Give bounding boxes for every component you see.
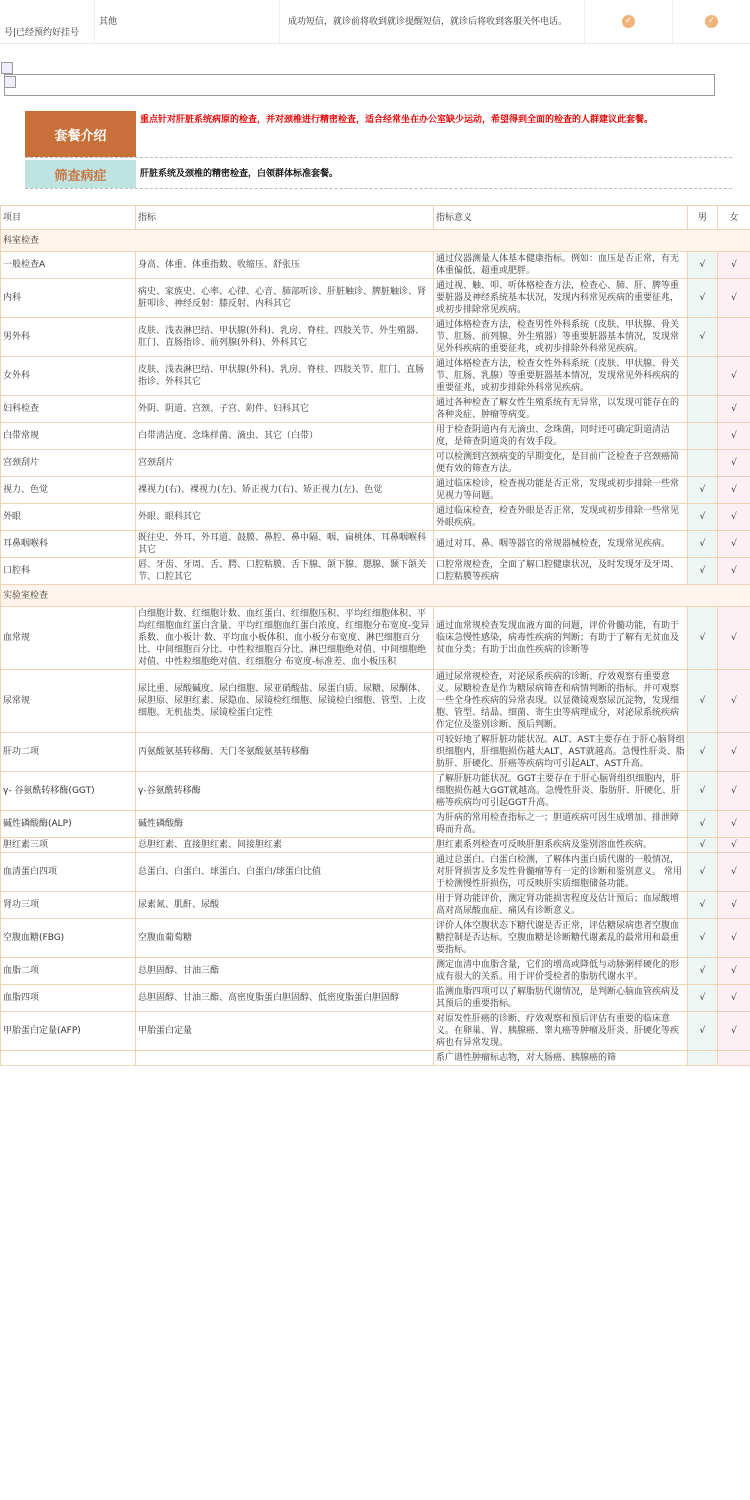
item-cell: 男外科	[1, 318, 136, 357]
table-row	[1, 252, 750, 279]
female-check-cell: √	[718, 1012, 750, 1051]
table-row	[1, 279, 750, 318]
male-check-cell: √	[688, 811, 718, 838]
index-cell: 尿素氮、肌酐、尿酸	[136, 892, 434, 919]
table-row	[1, 985, 750, 1012]
table-row	[1, 670, 750, 733]
index-cell: 空腹血葡萄糖	[136, 919, 434, 958]
table-row	[1, 853, 750, 892]
female-check-cell: √	[718, 919, 750, 958]
index-cell: 外眼、眼科其它	[136, 504, 434, 531]
female-check-cell: √	[718, 396, 750, 423]
female-check-cell: √	[718, 838, 750, 853]
female-check-cell: √	[718, 357, 750, 396]
male-check-cell: √	[688, 853, 718, 892]
index-cell	[136, 1051, 434, 1066]
female-check-cell: √	[718, 450, 750, 477]
col-header-index: 指标	[136, 206, 434, 230]
female-check-cell: √	[718, 504, 750, 531]
check-icon: ✓	[705, 15, 718, 28]
index-cell: 白带清洁度、念珠样菌、滴虫、其它（白带）	[136, 423, 434, 450]
index-cell: 总胆固醇、甘油三酯、高密度脂蛋白胆固醇、低密度脂蛋白胆固醇	[136, 985, 434, 1012]
package-intro-row	[25, 111, 732, 158]
broken-image-icon	[4, 76, 16, 88]
male-check-cell	[688, 423, 718, 450]
index-cell: 丙氨酸氨基转移酶、天门冬氨酸氨基转移酶	[136, 733, 434, 772]
male-check-cell: √	[688, 504, 718, 531]
female-check-cell: √	[718, 853, 750, 892]
male-check-cell: √	[688, 252, 718, 279]
table-row	[1, 1012, 750, 1051]
female-check-cell	[718, 1051, 750, 1066]
index-cell: 碱性磷酸酶	[136, 811, 434, 838]
male-check-cell: √	[688, 477, 718, 504]
item-cell: 空腹血糖(FBG)	[1, 919, 136, 958]
meaning-cell: 通过视、触、叩、听体格检查方法，检查心、肺、肝、脾等重要脏器及神经系统基本状况，发现内科常见疾病的重要征兆，或初步排除常见疾病。	[434, 279, 688, 318]
index-cell: 皮肤、浅表淋巴结、甲状腺(外科)、乳房、脊柱、四肢关节、肛门、直肠指诊、外科其它	[136, 357, 434, 396]
col-header-male: 男	[688, 206, 718, 230]
male-check-cell: √	[688, 985, 718, 1012]
table-row	[1, 531, 750, 558]
col-header-female: 女	[718, 206, 750, 230]
male-check-cell	[688, 396, 718, 423]
item-cell: 甲胎蛋白定量(AFP)	[1, 1012, 136, 1051]
meaning-cell: 通过血常规检查发现血液方面的问题，评价骨髓功能，有助于临床急慢性感染，病毒性疾病的判断；有助于了解有无贫血及贫血分类；有助于出血性疾病的诊断等	[434, 607, 688, 670]
item-cell: 女外科	[1, 357, 136, 396]
meaning-cell: 评价人体空腹状态下糖代谢是否正常，评估糖尿病患者空腹血糖控制是否达标。空腹血糖是诊断糖代谢紊乱的最常用和最重要指标。	[434, 919, 688, 958]
table-row	[1, 477, 750, 504]
male-check-cell: √	[688, 558, 718, 585]
meaning-cell: 通过临床检诊，检查视功能是否正常，发现或初步排除一些常见视力等问题。	[434, 477, 688, 504]
package-intro-text: 重点针对肝脏系统病原的检查，并对颈椎进行精密检查，适合经常坐在办公室缺少运动，希望得到全面的检查的人群建议此套餐。	[140, 115, 654, 125]
male-check-cell: √	[688, 279, 718, 318]
meaning-cell: 通过仪器测量人体基本健康指标。例如：血压是否正常，有无体重偏低、超重或肥胖。	[434, 252, 688, 279]
col-header-meaning: 指标意义	[434, 206, 688, 230]
male-check-cell: √	[688, 1012, 718, 1051]
index-cell: 唇、牙齿、牙周、舌、腭、口腔粘膜、舌下腺、颌下腺、腮腺、颞下颌关节、口腔其它	[136, 558, 434, 585]
index-cell: 裸视力(右)、裸视力(左)、矫正视力(右)、矫正视力(左)、色觉	[136, 477, 434, 504]
table-row	[1, 919, 750, 958]
male-check-cell	[688, 357, 718, 396]
female-check-cell: √	[718, 558, 750, 585]
meaning-cell: 用于检查阴道内有无滴虫、念珠菌，同时还可确定阴道清洁度，是筛查阴道炎的有效手段。	[434, 423, 688, 450]
section-row	[1, 230, 750, 252]
meaning-cell: 对原发性肝癌的诊断、疗效观察和预后评估有重要的临床意义。在卵巢、胃、胰腺癌、睾丸癌等肿瘤及肝炎、肝硬化等疾病也有异常发现。	[434, 1012, 688, 1051]
female-check-cell: √	[718, 985, 750, 1012]
meaning-cell: 用于肾功能评价，测定肾功能损害程度及估计预后；血尿酸增高对高尿酸血症、痛风有诊断意义。	[434, 892, 688, 919]
section-title: 科室检查	[1, 230, 750, 252]
table-row	[1, 733, 750, 772]
service-row-col2: 其他	[95, 0, 280, 43]
index-cell: 尿比重、尿酸碱度、尿白细胞、尿亚硝酸盐、尿蛋白质、尿糖、尿酮体、尿胆原、尿胆红素、尿隐血、尿镜检红细胞、尿镜检白细胞、管型、上皮细胞、无机盐类、尿镜检蛋白定性	[136, 670, 434, 733]
female-check-cell	[718, 318, 750, 357]
meaning-cell: 通过体格检查方法，检查男性外科系统（皮肤、甲状腺、骨关节、肛肠、前列腺、外生殖器）等重要脏器基本情况，发现常见外科疾病的重要征兆，或初步排除外科常见疾病。	[434, 318, 688, 357]
table-row	[1, 811, 750, 838]
male-check-cell: √	[688, 531, 718, 558]
female-check-cell: √	[718, 607, 750, 670]
banner-image-placeholder	[4, 74, 715, 96]
index-cell: 白细胞计数、红细胞计数、血红蛋白、红细胞压积、平均红细胞体积、平均红细胞血红蛋白含量、平均红细胞血红蛋白浓度、红细胞分布宽度-变异系数、血小板计 数、平均血小板体积、血小板分布宽度、淋巴细胞百分比、中间细胞百分比、中性粒细胞百分比、淋巴细胞绝对值、中间细胞绝对值、中性粒细胞绝对值、红细胞分 布宽度-标准差、血小板压积	[136, 607, 434, 670]
package-intro-label: 套餐介绍	[25, 111, 136, 157]
table-row	[1, 1051, 750, 1066]
index-cell: γ-谷氨酰转移酶	[136, 772, 434, 811]
section-title: 实验室检查	[1, 585, 750, 607]
index-cell: 皮肤、浅表淋巴结、甲状腺(外科)、乳房、脊柱、四肢关节、外生殖器、肛门、直肠指诊、前列腺(外科)、外科其它	[136, 318, 434, 357]
male-check-cell: √	[688, 919, 718, 958]
meaning-cell: 系广谱性肿瘤标志物，对大肠癌、胰腺癌的筛	[434, 1051, 688, 1066]
section-row	[1, 585, 750, 607]
table-row	[1, 772, 750, 811]
table-row	[1, 838, 750, 853]
item-cell: 肾功三项	[1, 892, 136, 919]
index-cell: 总胆红素、直接胆红素、间接胆红素	[136, 838, 434, 853]
female-check-cell: √	[718, 892, 750, 919]
male-check-cell	[688, 450, 718, 477]
check-cell	[585, 0, 673, 43]
item-cell: 胆红素三项	[1, 838, 136, 853]
female-check-cell: √	[718, 279, 750, 318]
index-cell: 总蛋白、白蛋白、球蛋白、白蛋白/球蛋白比值	[136, 853, 434, 892]
male-check-cell: √	[688, 838, 718, 853]
index-cell: 总胆固醇、甘油三酯	[136, 958, 434, 985]
item-cell: 白带常规	[1, 423, 136, 450]
female-check-cell: √	[718, 733, 750, 772]
screening-text: 肝脏系统及颈椎的精密检查，白领群体标准套餐。	[140, 169, 339, 179]
item-cell: 外眼	[1, 504, 136, 531]
item-cell: 一般检查A	[1, 252, 136, 279]
female-check-cell: √	[718, 252, 750, 279]
table-row	[1, 892, 750, 919]
col-header-item: 项目	[1, 206, 136, 230]
table-row	[1, 318, 750, 357]
female-check-cell: √	[718, 811, 750, 838]
service-row-col1: 号|已经预约好挂号	[0, 0, 95, 43]
male-check-cell: √	[688, 607, 718, 670]
index-cell: 病史、家族史、心率、心律、心音、肺部听诊、肝脏触诊、脾脏触诊、肾脏叩诊、神经反射：膝反射、内科其它	[136, 279, 434, 318]
table-row	[1, 958, 750, 985]
male-check-cell	[688, 1051, 718, 1066]
exam-table	[0, 205, 750, 1066]
meaning-cell: 为肝病的常用检查指标之一；胆道疾病可因生成增加、排泄障碍而升高。	[434, 811, 688, 838]
meaning-cell: 测定血清中血脂含量，它们的增高或降低与动脉粥样硬化的形成有很大的关系。用于评价受检者的脂肪代谢水平。	[434, 958, 688, 985]
screening-label: 筛查病症	[25, 160, 136, 188]
item-cell: 血脂二项	[1, 958, 136, 985]
male-check-cell: √	[688, 670, 718, 733]
item-cell: γ- 谷氨酰转移酶(GGT)	[1, 772, 136, 811]
table-body	[1, 230, 750, 1066]
item-cell: 血常规	[1, 607, 136, 670]
table-header	[1, 206, 750, 230]
item-cell: 尿常规	[1, 670, 136, 733]
table-row	[1, 423, 750, 450]
table-row	[1, 357, 750, 396]
service-row	[0, 0, 750, 44]
meaning-cell: 通过对耳、鼻、咽等器官的常规器械检查，发现常见疾病。	[434, 531, 688, 558]
broken-image-icon	[1, 62, 13, 74]
check-icon: ✓	[622, 15, 635, 28]
male-check-cell: √	[688, 318, 718, 357]
index-cell: 甲胎蛋白定量	[136, 1012, 434, 1051]
item-cell: 碱性磷酸酶(ALP)	[1, 811, 136, 838]
female-check-cell: √	[718, 531, 750, 558]
table-row	[1, 450, 750, 477]
table-row	[1, 504, 750, 531]
table-row	[1, 558, 750, 585]
item-cell: 血脂四项	[1, 985, 136, 1012]
meaning-cell: 可以检测到宫颈病变的早期变化，是目前广泛检查子宫颈癌简便有效的筛查方法。	[434, 450, 688, 477]
index-cell: 宫颈刮片	[136, 450, 434, 477]
item-cell: 肝功二项	[1, 733, 136, 772]
meaning-cell: 通过临床检查，检查外眼是否正常，发现或初步排除一些常见外眼疾病。	[434, 504, 688, 531]
male-check-cell: √	[688, 958, 718, 985]
male-check-cell: √	[688, 772, 718, 811]
female-check-cell: √	[718, 670, 750, 733]
item-cell: 内科	[1, 279, 136, 318]
meaning-cell: 通过体格检查方法，检查女性外科系统（皮肤、甲状腺、骨关节、肛肠、乳腺）等重要脏器基本情况，发现常见外科疾病的重要征兆，或初步排除外科常见疾病。	[434, 357, 688, 396]
male-check-cell: √	[688, 733, 718, 772]
meaning-cell: 了解肝脏功能状况。GGT主要存在于肝心脑肾组织细胞内，肝细胞损伤越大GGT就越高。急慢性肝炎、脂肪肝、肝硬化、肝癌等疾病均可引起GGT升高。	[434, 772, 688, 811]
item-cell: 视力、色觉	[1, 477, 136, 504]
table-row	[1, 607, 750, 670]
index-cell: 既往史、外耳、外耳道、鼓膜、鼻腔、鼻中隔、咽、扁桃体、耳鼻咽喉科其它	[136, 531, 434, 558]
index-cell: 外阴、阴道、宫颈、子宫、附件、妇科其它	[136, 396, 434, 423]
check-cell	[673, 0, 750, 43]
index-cell: 身高、体重、体重指数、收缩压、舒张压	[136, 252, 434, 279]
female-check-cell: √	[718, 477, 750, 504]
item-cell: 血清蛋白四项	[1, 853, 136, 892]
meaning-cell: 胆红素系列检查可反映肝胆系疾病及鉴别溶血性疾病。	[434, 838, 688, 853]
screening-row	[25, 160, 732, 189]
item-cell	[1, 1051, 136, 1066]
meaning-cell: 可较好地了解肝脏功能状况。ALT、AST主要存在于肝心脑肾组织细胞内，肝细胞损伤越大ALT、AST就越高。急慢性肝炎、脂肪肝、肝硬化、肝癌等疾病均可引起ALT、AST升高。	[434, 733, 688, 772]
item-cell: 耳鼻咽喉科	[1, 531, 136, 558]
female-check-cell: √	[718, 958, 750, 985]
service-row-col3: 成功短信，就诊前将收到就诊提醒短信，就诊后将收到客服关怀电话。	[280, 0, 585, 43]
meaning-cell: 通过总蛋白、白蛋白检测，了解体内蛋白质代谢的一般情况，对肝肾损害及多发性骨髓瘤等有一定的诊断和鉴别意义。 常用于检测慢性肝损伤，可反映肝实质细胞储备功能。	[434, 853, 688, 892]
item-cell: 口腔科	[1, 558, 136, 585]
meaning-cell: 监测血脂四项可以了解脂肪代谢情况，是判断心脑血管疾病及其预后的重要指标。	[434, 985, 688, 1012]
item-cell: 宫颈刮片	[1, 450, 136, 477]
female-check-cell: √	[718, 772, 750, 811]
table-row	[1, 396, 750, 423]
item-cell: 妇科检查	[1, 396, 136, 423]
female-check-cell: √	[718, 423, 750, 450]
meaning-cell: 通过尿常规检查，对泌尿系疾病的诊断、疗效观察有重要意义。尿糖检查是作为糖尿病筛查和病情判断的指标。并可观察一些全身性疾病的异常表现。以显微镜观察尿沉淀物，发现细胞、管型、结晶、细菌、寄生虫等病理成分，对泌尿系统疾病作定位及鉴别诊断、预后判断。	[434, 670, 688, 733]
package-info	[25, 111, 732, 189]
meaning-cell: 通过各种检查了解女性生殖系统有无异常，以发现可能存在的各种炎症、肿瘤等病变。	[434, 396, 688, 423]
meaning-cell: 口腔常规检查，全面了解口腔健康状况，及时发现牙及牙周、口腔粘膜等疾病	[434, 558, 688, 585]
male-check-cell: √	[688, 892, 718, 919]
